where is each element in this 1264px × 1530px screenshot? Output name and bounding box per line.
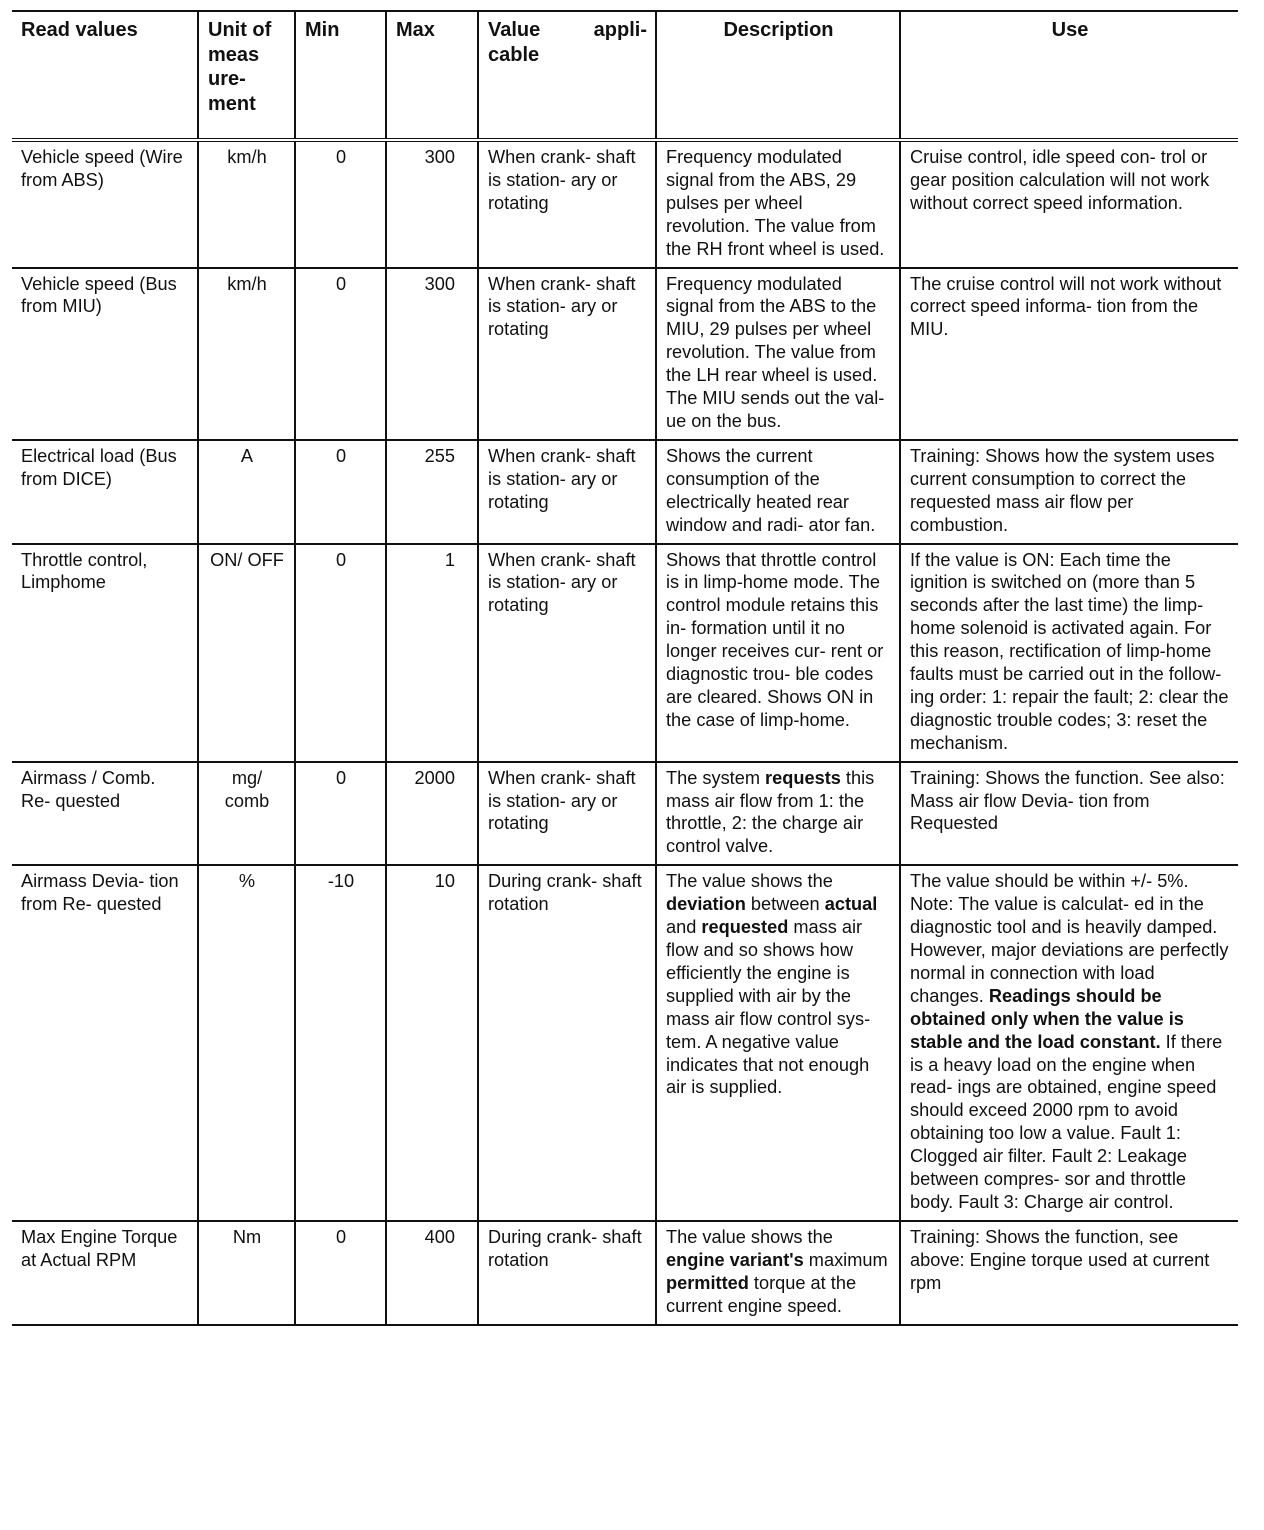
- desc-bold: requests: [765, 767, 841, 788]
- cell-use: If the value is ON: Each time the ignition is switched on (more than 5 seconds after the last time) the limp-home solenoid is activated again. For this reason, rectification of limp-home faults must be carried out in the follow- ing order: 1: repair the fault; 2: clear the diagnostic trouble codes; 3: reset the mechanism.: [900, 544, 1238, 762]
- cell-unit: A: [198, 440, 295, 544]
- desc-text: this mass air flow from 1: the throttle, 2: the charge air control valve.: [666, 767, 875, 857]
- header-unit: Unit of meas ure- ment: [198, 11, 295, 140]
- cell-min: 0: [295, 268, 386, 440]
- cell-applicable: When crank- shaft is station- ary or rotating: [478, 140, 656, 268]
- desc-bold: permitted: [666, 1272, 749, 1293]
- use-text: If there is a heavy load on the engine when read- ings are obtained, engine speed should exceed 2000 rpm to avoid obtaining too low a value. Fault 1: Clogged air filter. Fault 2: Leakage between compres- sor and throttle body. Fault 3: Charge air control.: [910, 1031, 1223, 1212]
- desc-text: maximum: [803, 1249, 888, 1270]
- cell-min: 0: [295, 762, 386, 866]
- cell-max: 2000: [386, 762, 478, 866]
- table-row: [12, 1221, 1238, 1325]
- table-row: [12, 268, 1238, 440]
- desc-text: and: [666, 917, 702, 938]
- cell-read-value: Max Engine Torque at Actual RPM: [12, 1221, 198, 1325]
- cell-min: 0: [295, 544, 386, 762]
- cell-unit: km/h: [198, 268, 295, 440]
- desc-text: The value shows the: [666, 871, 833, 892]
- cell-unit: mg/ comb: [198, 762, 295, 866]
- table-row: [12, 544, 1238, 762]
- desc-text: The value shows the: [666, 1226, 833, 1247]
- cell-use: Training: Shows how the system uses current consumption to correct the requested mass air flow per combustion.: [900, 440, 1238, 544]
- cell-unit: km/h: [198, 140, 295, 268]
- cell-min: 0: [295, 1221, 386, 1325]
- cell-read-value: Throttle control, Limphome: [12, 544, 198, 762]
- cell-max: 255: [386, 440, 478, 544]
- cell-use: Cruise control, idle speed con- trol or gear position calculation will not work without correct speed information.: [900, 140, 1238, 268]
- cell-read-value: Electrical load (Bus from DICE): [12, 440, 198, 544]
- header-read-values: Read values: [12, 11, 198, 140]
- cell-description: Shows the current consumption of the electrically heated rear window and radi- ator fan.: [656, 440, 900, 544]
- header-min: Min: [295, 11, 386, 140]
- cell-use: Training: Shows the function, see above: Engine torque used at current rpm: [900, 1221, 1238, 1325]
- table-header-row: [12, 11, 1238, 140]
- cell-applicable: When crank- shaft is station- ary or rotating: [478, 268, 656, 440]
- cell-read-value: Vehicle speed (Bus from MIU): [12, 268, 198, 440]
- cell-unit: %: [198, 865, 295, 1221]
- desc-bold: engine variant's: [666, 1249, 804, 1270]
- cell-max: 10: [386, 865, 478, 1221]
- use-bold: Readings should be obtained only when the value is stable and the load constant.: [910, 985, 1184, 1052]
- cell-description: Frequency modulated signal from the ABS to the MIU, 29 pulses per wheel revolution. The value from the LH rear wheel is used. The MIU sends out the val- ue on the bus.: [656, 268, 900, 440]
- header-description: Description: [656, 11, 900, 140]
- cell-read-value: Airmass Devia- tion from Re- quested: [12, 865, 198, 1221]
- cell-unit: ON/ OFF: [198, 544, 295, 762]
- header-max: Max: [386, 11, 478, 140]
- desc-bold: actual: [824, 894, 878, 915]
- cell-description: [656, 1221, 900, 1325]
- desc-text: The system: [666, 767, 766, 788]
- table-row: [12, 865, 1238, 1221]
- table-row: [12, 440, 1238, 544]
- desc-text: torque at the current engine speed.: [666, 1272, 857, 1316]
- cell-max: 300: [386, 140, 478, 268]
- header-use: Use: [900, 11, 1238, 140]
- cell-applicable: During crank- shaft rotation: [478, 1221, 656, 1325]
- cell-min: 0: [295, 140, 386, 268]
- cell-use: Training: Shows the function. See also: Mass air flow Devia- tion from Requested: [900, 762, 1238, 866]
- cell-max: 300: [386, 268, 478, 440]
- cell-description: Shows that throttle control is in limp-home mode. The control module retains this in- formation until it no longer receives cur- rent or diagnostic trou- ble codes are cleared. Shows ON in the case of limp-home.: [656, 544, 900, 762]
- table-row: [12, 140, 1238, 268]
- header-value-applicable: Value appli- cable: [478, 11, 656, 140]
- document-page: [12, 10, 1238, 1326]
- cell-max: 400: [386, 1221, 478, 1325]
- cell-read-value: Vehicle speed (Wire from ABS): [12, 140, 198, 268]
- table-row: [12, 762, 1238, 866]
- cell-description: [656, 865, 900, 1221]
- desc-bold: deviation: [666, 894, 746, 915]
- cell-applicable: When crank- shaft is station- ary or rotating: [478, 440, 656, 544]
- cell-use: [900, 865, 1238, 1221]
- read-values-table: [12, 10, 1238, 1326]
- cell-description: Frequency modulated signal from the ABS, 29 pulses per wheel revolution. The value from the RH front wheel is used.: [656, 140, 900, 268]
- cell-applicable: When crank- shaft is station- ary or rotating: [478, 762, 656, 866]
- desc-text: between: [745, 894, 825, 915]
- cell-applicable: When crank- shaft is station- ary or rotating: [478, 544, 656, 762]
- use-text: The value should be within +/- 5%. Note: The value is calculat- ed in the diagnostic tool and is heavily damped. However, major deviations are perfectly normal in connection with load changes.: [910, 871, 1229, 1006]
- desc-bold: requested: [701, 917, 789, 938]
- cell-use: The cruise control will not work without correct speed informa- tion from the MIU.: [900, 268, 1238, 440]
- cell-unit: Nm: [198, 1221, 295, 1325]
- desc-text: mass air flow and so shows how efficiently the engine is supplied with air by the mass air flow control sys- tem. A negative value indicates that not enough air is supplied.: [666, 917, 871, 1098]
- cell-description: [656, 762, 900, 866]
- cell-applicable: During crank- shaft rotation: [478, 865, 656, 1221]
- cell-max: 1: [386, 544, 478, 762]
- cell-min: -10: [295, 865, 386, 1221]
- cell-read-value: Airmass / Comb. Re- quested: [12, 762, 198, 866]
- cell-min: 0: [295, 440, 386, 544]
